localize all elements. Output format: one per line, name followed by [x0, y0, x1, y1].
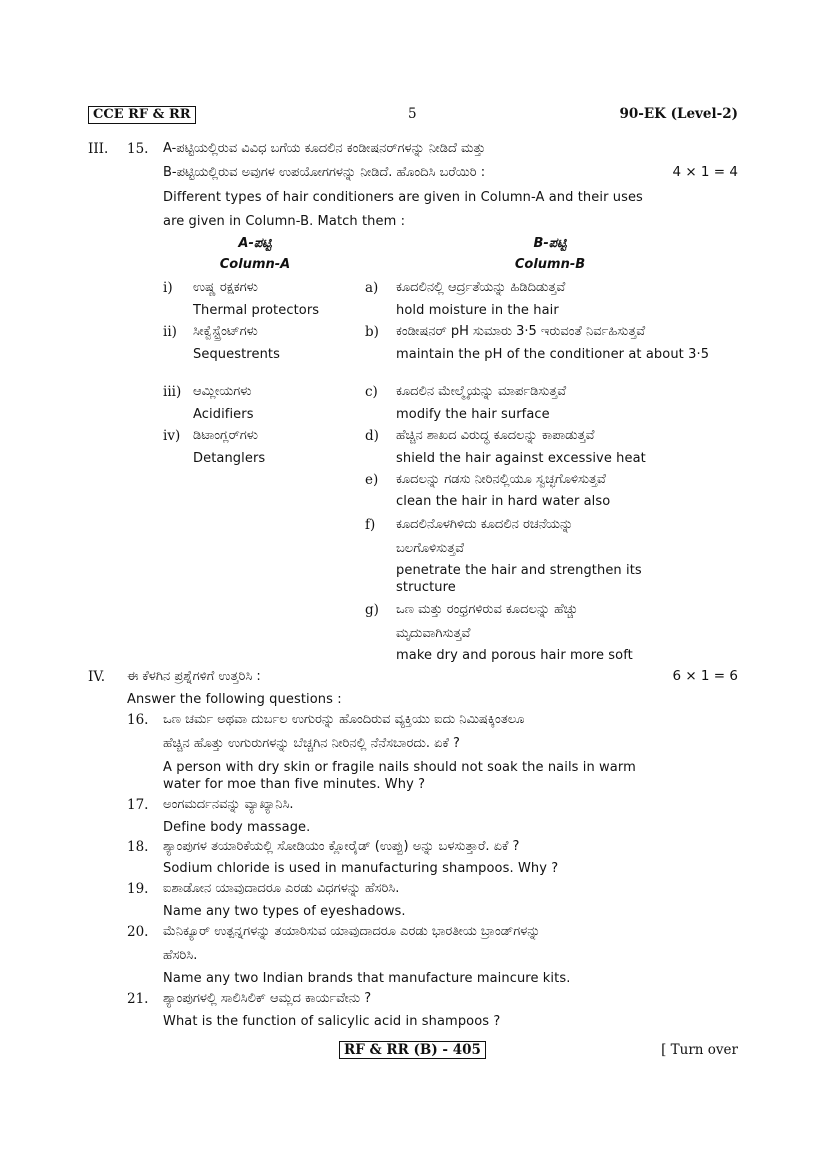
column-a-kannada-heading: A-ಪಟ್ಟಿ [238, 236, 272, 251]
question-21-kannada: ಶ್ಯಾಂಪುಗಳಲ್ಲಿ ಸಾಲಿಸಿಲಿಕ್ ಆಮ್ಲದ ಕಾರ್ಯವೇನು ? [163, 991, 372, 1006]
section-4-kannada-heading: ಈ ಕೆಳಗಿನ ಪ್ರಶ್ನೆಗಳಿಗೆ ಉತ್ತರಿಸಿ : [127, 669, 261, 684]
question-20-kannada-2: ಹೆಸರಿಸಿ. [163, 948, 198, 963]
col-b-label-g: g) [365, 602, 379, 618]
col-a-item-ii-kannada: ಸೀಕ್ವೆಸ್ಟ್ರೆಂಟ್‌ಗಳು [193, 324, 258, 339]
col-b-item-d-kannada: ಹೆಚ್ಚಿನ ಶಾಖದ ವಿರುದ್ಧ ಕೂದಲನ್ನು ಕಾಪಾಡುತ್ತವೆ [396, 428, 595, 443]
col-b-item-g: make dry and porous hair more soft [396, 648, 633, 663]
question-20-kannada-1: ಮೆನಿಕ್ಯೂರ್ ಉತ್ಪನ್ನಗಳನ್ನು ತಯಾರಿಸುವ ಯಾವುದಾದರೂ ಎರಡು ಭಾರತೀಯ ಬ್ರಾಂಡ್‌ಗಳನ್ನು [163, 924, 541, 939]
header-code-box: CCE RF & RR [88, 106, 196, 124]
col-b-label-c: c) [365, 384, 378, 400]
col-b-item-e-kannada: ಕೂದಲನ್ನು ಗಡಸು ನೀರಿನಲ್ಲಿಯೂ ಸ್ವಚ್ಛಗೊಳಿಸುತ್ತವೆ [396, 472, 606, 487]
col-b-label-a: a) [365, 280, 379, 296]
question-17-number: 17. [127, 797, 149, 813]
col-b-item-f-2: structure [396, 580, 456, 595]
col-a-label-iv: iv) [163, 428, 181, 444]
question-18-kannada: ಶ್ಯಾಂಪುಗಳ ತಯಾರಿಕೆಯಲ್ಲಿ ಸೋಡಿಯಂ ಕ್ಲೋರೈಡ್ (ಉಪ್ಪು) ಅನ್ನು ಬಳಸುತ್ತಾರೆ. ಏಕೆ ? [163, 839, 520, 854]
col-b-item-d: shield the hair against excessive heat [396, 451, 646, 466]
q15-english-line-2: are given in Column-B. Match them : [163, 214, 406, 229]
question-20-english: Name any two Indian brands that manufacture maincure kits. [163, 971, 571, 986]
footer-code-box: RF & RR (B) - 405 [339, 1041, 486, 1059]
question-16-kannada-2: ಹೆಚ್ಚಿನ ಹೊತ್ತು ಉಗುರುಗಳನ್ನು ಬೆಚ್ಚಗಿನ ನೀರಿನಲ್ಲಿ ನೆನೆಸಬಾರದು. ಏಕೆ ? [163, 736, 460, 751]
question-19-kannada: ಐಶಾಡೋನ ಯಾವುದಾದರೂ ಎರಡು ವಿಧಗಳನ್ನು ಹೆಸರಿಸಿ. [163, 881, 400, 896]
col-a-item-iv-kannada: ಡಿಟಾಂಗ್ಲರ್‌ಗಳು [193, 428, 258, 443]
q15-english-line-1: Different types of hair conditioners are given in Column-A and their uses [163, 190, 643, 205]
question-18-number: 18. [127, 839, 149, 855]
col-a-label-ii: ii) [163, 324, 177, 340]
question-16-number: 16. [127, 712, 149, 728]
column-b-heading: Column-B [514, 257, 586, 272]
section-4-marks: 6 × 1 = 6 [672, 668, 738, 684]
section-4-numeral: IV. [88, 669, 106, 685]
column-b-kannada-heading: B-ಪಟ್ಟಿ [533, 236, 567, 251]
question-19-number: 19. [127, 881, 149, 897]
question-16-kannada-1: ಒಣ ಚರ್ಮ ಅಥವಾ ದುರ್ಬಲ ಉಗುರನ್ನು ಹೊಂದಿರುವ ವ್ಯಕ್ತಿಯು ಐದು ನಿಮಿಷಕ್ಕಿಂತಲೂ [163, 712, 525, 727]
column-a-heading: Column-A [219, 257, 291, 272]
col-b-item-e: clean the hair in hard water also [396, 494, 611, 509]
q15-marks: 4 × 1 = 4 [672, 164, 738, 180]
page-number: 5 [408, 106, 417, 122]
col-a-item-iv: Detanglers [193, 451, 266, 466]
col-b-item-f-kannada-1: ಕೂದಲಿನೊಳಗಿಳಿದು ಕೂದಲಿನ ರಚನೆಯನ್ನು [396, 517, 574, 532]
col-b-label-f: f) [365, 517, 376, 533]
col-b-item-a-kannada: ಕೂದಲಿನಲ್ಲಿ ಆರ್ದ್ರತೆಯನ್ನು ಹಿಡಿದಿಡುತ್ತವೆ [396, 280, 566, 295]
q15-kannada-line-1: A-ಪಟ್ಟಿಯಲ್ಲಿರುವ ವಿವಿಧ ಬಗೆಯ ಕೂದಲಿನ ಕಂಡೀಷನರ್‌ಗಳನ್ನು ನೀಡಿದೆ ಮತ್ತು [163, 141, 486, 156]
col-b-item-a: hold moisture in the hair [396, 303, 559, 318]
question-19-english: Name any two types of eyeshadows. [163, 904, 406, 919]
col-a-label-iii: iii) [163, 384, 182, 400]
section-3-numeral: III. [88, 141, 109, 157]
question-17-kannada: ಅಂಗಮರ್ದನವನ್ನು ವ್ಯಾಖ್ಯಾನಿಸಿ. [163, 797, 294, 812]
col-b-item-b-kannada: ಕಂಡೀಷನರ್ pH ಸುಮಾರು 3·5 ಇರುವಂತೆ ನಿರ್ವಹಿಸುತ್ತವೆ [396, 324, 646, 339]
col-b-item-b: maintain the pH of the conditioner at about 3·5 [396, 347, 710, 362]
question-17-english: Define body massage. [163, 820, 311, 835]
col-b-item-f-kannada-2: ಬಲಗೊಳಿಸುತ್ತವೆ [396, 541, 465, 556]
col-b-item-g-kannada-2: ಮೃದುವಾಗಿಸುತ್ತವೆ [396, 626, 471, 641]
col-a-item-iii: Acidifiers [193, 407, 254, 422]
col-b-label-b: b) [365, 324, 379, 340]
header-paper-code: 90-EK (Level-2) [619, 106, 738, 122]
question-18-english: Sodium chloride is used in manufacturing shampoos. Why ? [163, 861, 559, 876]
col-b-label-e: e) [365, 472, 379, 488]
q15-kannada-line-2: B-ಪಟ್ಟಿಯಲ್ಲಿರುವ ಅವುಗಳ ಉಪಯೋಗಗಳನ್ನು ನೀಡಿದೆ. ಹೊಂದಿಸಿ ಬರೆಯಿರಿ : [163, 165, 486, 180]
col-b-label-d: d) [365, 428, 379, 444]
col-b-item-c-kannada: ಕೂದಲಿನ ಮೇಲ್ಮೈಯನ್ನು ಮಾರ್ಪಡಿಸುತ್ತವೆ [396, 384, 567, 399]
col-b-item-f-1: penetrate the hair and strengthen its [396, 563, 642, 578]
question-21-english: What is the function of salicylic acid in shampoos ? [163, 1014, 501, 1029]
col-a-label-i: i) [163, 280, 173, 296]
question-16-english-2: water for moe than five minutes. Why ? [163, 777, 426, 792]
section-4-english-heading: Answer the following questions : [127, 692, 342, 707]
question-21-number: 21. [127, 991, 149, 1007]
question-20-number: 20. [127, 924, 149, 940]
turn-over-note: [ Turn over [661, 1042, 738, 1058]
question-16-english-1: A person with dry skin or fragile nails should not soak the nails in warm [163, 760, 636, 775]
col-a-item-i-kannada: ಉಷ್ಣ ರಕ್ಷಕಗಳು [193, 280, 258, 295]
question-15-number: 15. [127, 141, 149, 157]
col-b-item-c: modify the hair surface [396, 407, 550, 422]
col-a-item-iii-kannada: ಆಮ್ಲೀಯಗಳು [193, 384, 252, 399]
col-a-item-ii: Sequestrents [193, 347, 280, 362]
col-a-item-i: Thermal protectors [193, 303, 320, 318]
col-b-item-g-kannada-1: ಒಣ ಮತ್ತು ರಂಧ್ರಗಳಿರುವ ಕೂದಲನ್ನು ಹೆಚ್ಚು [396, 602, 578, 617]
